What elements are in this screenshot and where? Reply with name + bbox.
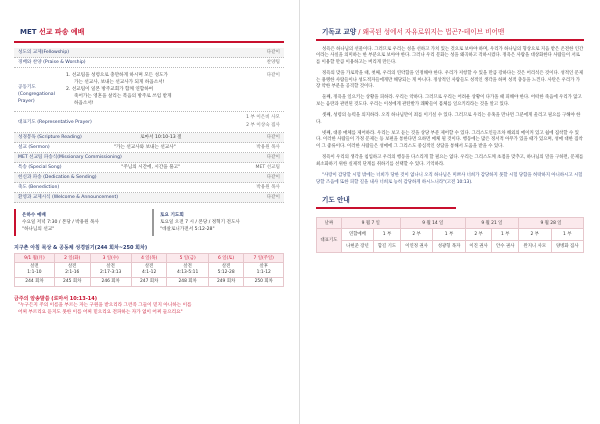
order-row: MET 선교팀 파송식(Missionary Commissioning) 다같이 <box>14 153 284 163</box>
reading-plan-table: 9/1 월(月) 2 일(화) 3 일(수) 4 일(목) 5 일(금) 6 일(토) 7 일(주일) 살전 1:1-10 살전 2:1-16 살전 2:17-3:13 살전 4:1-12 살전 4:13-5:11 살전 5:12-28 살후 1:1-12 244 회차 245 회차 246 회차 247 회차 248 회차 249 회차 250 회차 <box>14 253 284 287</box>
table-row: 244 회차 245 회차 246 회차 247 회차 248 회차 249 회차 250 회차 <box>15 278 284 287</box>
article-title: 기독교 교양 / 왜곡된 성에서 자유로워지는 법곤?-테이브 비어맨 <box>316 24 584 41</box>
order-row: 성도의 교제(Fellowship) 다같이 <box>14 48 284 58</box>
saturday-prayer-box: 토요 기도회 토요일 오전 7 시 / 본당 / 정혁기 전도사 "데살로니가전서 5:12-28" <box>152 209 284 236</box>
congregational-prayer: 공동기도 (Congregational Prayer) 1. 선교팀을 성령으로 충만하게 하시며 모든 성도가 가는 선교사, 보내는 선교사가 되게 하옵소서! 2. 선교팀이 일본 방주교회가 함께 연합하여 죽어가는 영혼을 살리는 복음의 방주로 쓰임 받게 하옵소서! 다같이 <box>14 68 284 112</box>
memory-verse-title: 금주의 암송말씀 (로마서 10:13-14) <box>14 296 98 302</box>
article-paragraph: 정욕이 우리의 생각을 침입하고 우리의 행동을 다스리게 할 필요는 없다. 우리는 그리스도께 초점을 맞추고, 하나님의 말을 구하면, 문제를 최소화하기 위한 실제적 단계를 취하기를 선택할 수 있다. 기억하라. <box>316 155 584 167</box>
article-paragraph: 셋째, 성령의 능력을 의지하라. 오직 하나님만이 죄를 이기실 수 있다. 그러므로 우리는 유혹을 만나면 그분에게 울리고 필요를 구해야 한다. <box>316 113 581 125</box>
order-row: 헌신과 파송 (Dedication & Sending) 다같이 <box>14 173 284 183</box>
prayer-guide-table: 날짜 9 월 7 일 9 월 14 일 9 월 21 일 9 월 28 일 대표기도 연합예배 1 부 2 부 1 부 2 부 1 부 2 부 1 부 나현준 장년 함길 기도 이연정 권사 성광형 목자 이진 권사 안수 권사 완지니 사모 양병화 집사 <box>316 217 584 253</box>
order-row: 성경봉독 (Scripture Reading) 로마서 10:10-13 절 다같이 <box>14 133 284 143</box>
prayer-guide-title: 기도 안내 <box>316 192 456 209</box>
article-quote: "사랑이 감당할 시험 밖에는 너희가 당한 것이 없나니 오직 하나님은 미쁘사 너희가 감당하지 못할 시험 당함을 허락하지 아니하시고 시험 당할 즈음에 또한 피할 길을 내사 너희로 능히 감당하게 하시느니라"(고전 10:13). <box>316 173 583 185</box>
reading-plan-title: 지구촌 아침 묵상 & 공동체 성경읽기(244 회차~250 회차) <box>14 245 148 251</box>
wednesday-service-box: 은하수 예배 수요일 저녁 7:30 / 본당 / 박용원 목사 "하나님의 선교" <box>14 209 146 236</box>
article-paragraph: 넷째, 대중 매체를 제어하라. 우리는 보고 듣는 것을 상당 부분 제어할 수 있다. 그리스도인들조차 해외의 메이커 있고 쉽에 집착할 수 있다. 이러한 사람들이 가정 문제는 등 보편을 통한다면 요하면 매체 될 것이다. 행동에는 많은 정서적 아무가 있을 때가 있으며, 성매 대한 집착이 그 좋류이다. 이러한 사람들은 성매에 그 그리스도 중심적인 상담을 통해서 도움을 받을 수 있다. <box>316 131 583 149</box>
article-paragraph: 성욕은 하나님의 선물이다. 그러므로 우리는 성을 선하고 가치 있는 것으로 보아야 하며, 우리가 하나님의 형상으로 지음 받은 온전한 인간이라는 사실을 의미하는 한 부분으로 보아야 한다. 그러나 우리 문화는 성을 왜곡하고 격하시켰다. 정욕은 사람을 대상화한다 사람들이 서로를 이용할 만큼 이용하고는 버리게 만든다. <box>316 47 584 65</box>
article-paragraph: 정욕의 맞을 가로막을 때, 첫째, 우리의 연약함을 인정해야 한다. 우리가 저항할 수 있을 만큼 강하다는 것은 어리석은 것이다. 성적인 문제는 용맹한 사람들이나 성도적자들에게만 해당되는 게 아니다. 정상적인 사람들도 성적인 생각을 하며 성적 충동을 느낀다. 사탄은 우리가 가장 약한 부분을 공격할 것이다. <box>316 71 584 90</box>
table-row: 나현준 장년 함길 기도 이연정 권사 성광형 목자 이진 권사 안수 권사 완지니 사모 양병화 집사 <box>317 240 584 252</box>
order-row: 설교 (Sermon) "가는 선교사와 보내는 선교사" 박용원 목사 <box>14 143 284 153</box>
table-row: 대표기도 연합예배 1 부 2 부 1 부 2 부 1 부 2 부 1 부 <box>317 228 584 240</box>
memory-verse-line: "누구든지 주의 이름을 부르는 자는 구원을 받으리라 그런즉 그들이 믿지 아니하는 이를 <box>18 303 192 308</box>
order-row: 환영과 교제시식 (Welcome & Announcement) 다같이 <box>14 193 284 203</box>
order-title: MET 선교 파송 예배 <box>14 24 284 43</box>
order-row: 축도 (Benediction) 박용원 목사 <box>14 183 284 193</box>
weekly-meetings <box>14 209 284 236</box>
representative-prayer: 대표기도 (Representative Prayer) 1 부 이은비 사모 2 부 이상숙 집사 <box>14 112 284 133</box>
table-row: 살전 1:1-10 살전 2:1-16 살전 2:17-3:13 살전 4:1-12 살전 4:13-5:11 살전 5:12-28 살후 1:1-12 <box>15 263 284 278</box>
right-page <box>300 0 600 424</box>
order-row: 경배와 찬양 (Praise & Worship) 찬양팀 <box>14 58 284 68</box>
order-row: 특송 (Special Song) "주님의 시간에, 시간을 풀고" MET 선교팀 <box>14 163 284 173</box>
memory-verse-line: 어찌 부르리요 듣지도 못한 이를 어찌 믿으리요 전파하는 자가 없이 어찌 들으리요" <box>18 310 183 315</box>
article-paragraph: 둘째, 정욕을 일으키는 상황을 피하라. 우리는 약하다. 그러므로 우리는 어려운 상황이 다가올 때 피해야 한다. 어떠한 죽음에 우리가 않고 보는 음란과 관련된 것도다. 우리는 이성에게 관탄발가 쾌확들이 몸체를 일으키리라는 것을 알고 있다. <box>316 95 582 107</box>
